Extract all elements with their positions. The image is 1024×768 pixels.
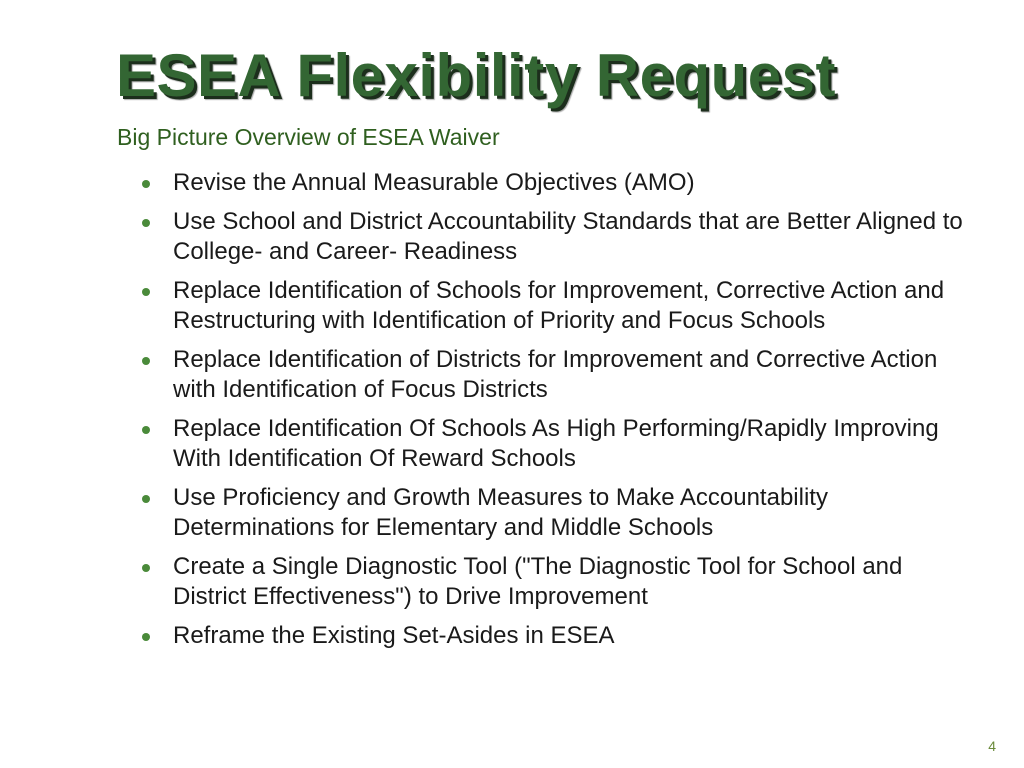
bullet-text: Replace Identification Of Schools As High Performing/Rapidly Improving With Identification Of Reward Schools <box>173 415 939 472</box>
bullet-dot-icon <box>142 219 150 227</box>
bullet-dot-icon <box>142 633 150 641</box>
bullet-dot-icon <box>142 288 150 296</box>
bullet-text: Use Proficiency and Growth Measures to Make Accountability Determinations for Elementary and Middle Schools <box>173 484 828 541</box>
bullet-dot-icon <box>142 180 150 188</box>
bullet-text: Replace Identification of Schools for Improvement, Corrective Action and Restructuring with Identification of Priority and Focus Schools <box>173 277 945 334</box>
bullet-item <box>136 621 966 651</box>
bullet-text: Reframe the Existing Set-Asides in ESEA <box>173 622 615 649</box>
bullet-text: Replace Identification of Districts for Improvement and Corrective Action with Identification of Focus Districts <box>173 346 938 403</box>
bullet-dot-icon <box>142 426 150 434</box>
slide-title: ESEA Flexibility Request <box>116 42 836 109</box>
bullet-dot-icon <box>142 495 150 503</box>
bullet-list <box>136 168 966 660</box>
bullet-text: Revise the Annual Measurable Objectives (AMO) <box>173 169 695 196</box>
bullet-item <box>136 414 966 474</box>
bullet-dot-icon <box>142 357 150 365</box>
bullet-dot-icon <box>142 564 150 572</box>
bullet-item <box>136 207 966 267</box>
slide-subtitle: Big Picture Overview of ESEA Waiver <box>117 124 500 150</box>
bullet-item <box>136 168 966 198</box>
bullet-item <box>136 552 966 612</box>
bullet-text: Create a Single Diagnostic Tool ("The Diagnostic Tool for School and District Effectiveness") to Drive Improvement <box>173 553 903 610</box>
bullet-item <box>136 276 966 336</box>
bullet-item <box>136 483 966 543</box>
bullet-text: Use School and District Accountability Standards that are Better Aligned to College- and Career- Readiness <box>173 208 963 265</box>
page-number: 4 <box>988 738 996 754</box>
bullet-item <box>136 345 966 405</box>
